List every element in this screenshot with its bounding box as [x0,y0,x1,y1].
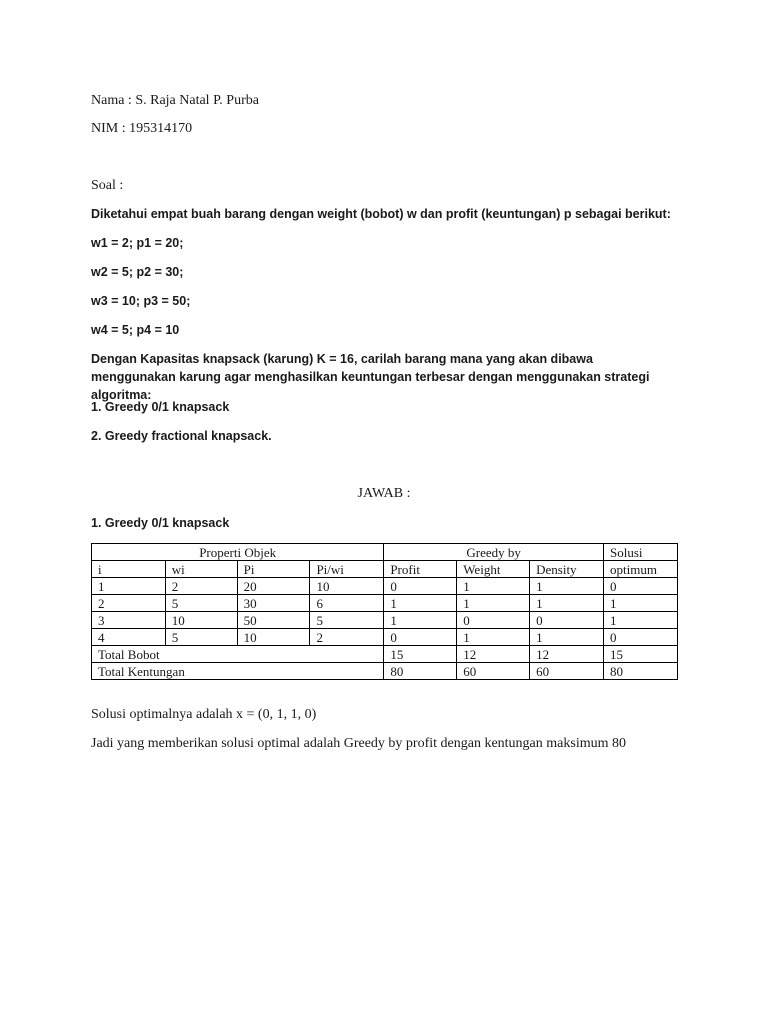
item-2: w2 = 5; p2 = 30; [91,265,184,279]
cell: 1 [457,595,530,612]
cell: 10 [165,612,237,629]
cell: 3 [92,612,166,629]
total-keuntungan-row [92,663,678,680]
soal-intro: Diketahui empat buah barang dengan weight (bobot) w dan profit (keuntungan) p sebagai berikut: [91,207,671,221]
cell: 20 [237,578,310,595]
cell: 80 [604,663,678,680]
soal-label: Soal : [91,178,124,193]
option-2: 2. Greedy fractional knapsack. [91,429,272,443]
item-1: w1 = 2; p1 = 20; [91,236,184,250]
cell: 1 [457,578,530,595]
option-1: 1. Greedy 0/1 knapsack [91,400,230,414]
cell: 5 [165,595,237,612]
item-3: w3 = 10; p3 = 50; [91,294,191,308]
group-header-row [92,544,678,561]
cell: 1 [92,578,166,595]
group-header-properti: Properti Objek [92,544,384,561]
col-header-density: Density [530,561,604,578]
cell: 1 [604,595,678,612]
cell: 1 [530,595,604,612]
col-header-weight: Weight [457,561,530,578]
student-nim: NIM : 195314170 [91,121,193,136]
cell: 0 [384,578,457,595]
table-row [92,578,678,595]
cell: 1 [384,612,457,629]
cell: 12 [457,646,530,663]
knapsack-table [91,543,678,680]
total-bobot-row [92,646,678,663]
cell: 1 [530,578,604,595]
soal-question: Dengan Kapasitas knapsack (karung) K = 16, carilah barang mana yang akan dibawa menggunakan karung agar menghasilkan keuntungan terbesar dengan menggunakan strategi algoritma: [91,352,650,402]
cell: 10 [310,578,384,595]
cell: 0 [530,612,604,629]
cell: 12 [530,646,604,663]
col-header-pi-wi: Pi/wi [310,561,384,578]
cell: 2 [310,629,384,646]
col-header-wi: wi [165,561,237,578]
section-title: 1. Greedy 0/1 knapsack [91,516,230,530]
cell: 60 [530,663,604,680]
cell: 6 [310,595,384,612]
cell: 4 [92,629,166,646]
cell: 1 [457,629,530,646]
col-header-i: i [92,561,166,578]
cell: 2 [165,578,237,595]
jawab-title: JAWAB : [357,486,411,501]
cell: 1 [384,595,457,612]
column-header-row [92,561,678,578]
conclusion-text: Jadi yang memberikan solusi optimal adalah Greedy by profit dengan kentungan maksimum 80 [91,736,626,751]
col-header-optimum: optimum [604,561,678,578]
student-name: Nama : S. Raja Natal P. Purba [91,93,259,108]
table-row [92,595,678,612]
total-bobot-label: Total Bobot [92,646,384,663]
group-header-greedy: Greedy by [384,544,604,561]
cell: 0 [457,612,530,629]
group-header-solusi: Solusi [604,544,678,561]
cell: 2 [92,595,166,612]
cell: 1 [604,612,678,629]
solution-text: Solusi optimalnya adalah x = (0, 1, 1, 0) [91,707,317,722]
cell: 5 [165,629,237,646]
cell: 0 [604,578,678,595]
cell: 15 [384,646,457,663]
cell: 0 [384,629,457,646]
total-keuntungan-label: Total Kentungan [92,663,384,680]
col-header-pi: Pi [237,561,310,578]
cell: 60 [457,663,530,680]
item-4: w4 = 5; p4 = 10 [91,323,180,337]
cell: 50 [237,612,310,629]
cell: 10 [237,629,310,646]
cell: 30 [237,595,310,612]
col-header-profit: Profit [384,561,457,578]
cell: 1 [530,629,604,646]
table-row [92,629,678,646]
cell: 0 [604,629,678,646]
cell: 80 [384,663,457,680]
table-row [92,612,678,629]
cell: 5 [310,612,384,629]
cell: 15 [604,646,678,663]
